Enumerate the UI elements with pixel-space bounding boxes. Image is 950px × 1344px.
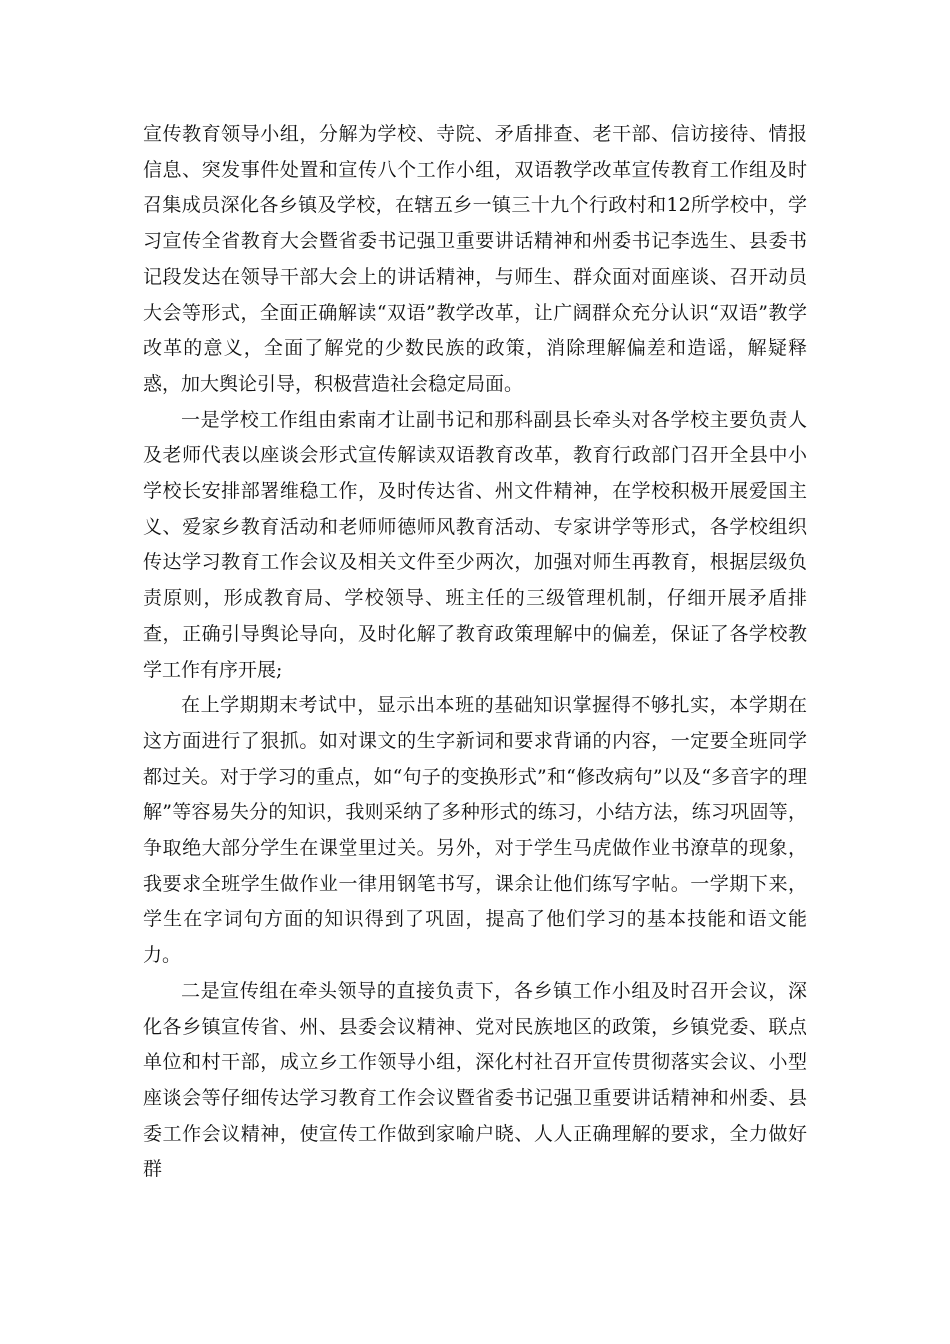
- paragraph-4: 二是宣传组在牵头领导的直接负责下，各乡镇工作小组及时召开会议，深化各乡镇宣传省、州、县委会议精神、党对民族地区的政策，乡镇党委、联点单位和村干部，成立乡工作领导小组，深化村社召开宣传贯彻落实会议、小型座谈会等仔细传达学习教育工作会议暨省委书记强卫重要讲话精神和州委、县委工作会议精神，使宣传工作做到家喻户晓、人人正确理解的要求，全力做好群: [143, 979, 807, 1181]
- paragraph-3: 在上学期期末考试中，显示出本班的基础知识掌握得不够扎实，本学期在这方面进行了狠抓。如对课文的生字新词和要求背诵的内容，一定要全班同学都过关。对于学习的重点，如“句子的变换形式”和“修改病句”以及“多音字的理解”等容易失分的知识，我则采纳了多种形式的练习，小结方法，练习巩固等，争取绝大部分学生在课堂里过关。另外，对于学生马虎做作业书潦草的现象，我要求全班学生做作业一律用钢笔书写，课余让他们练写字帖。一学期下来，学生在字词句方面的知识得到了巩固，提高了他们学习的基本技能和语文能力。: [143, 694, 807, 967]
- document-body: [143, 117, 807, 1188]
- paragraph-2: 一是学校工作组由索南才让副书记和那科副县长牵头对各学校主要负责人及老师代表以座谈会形式宣传解读双语教育改革，教育行政部门召开全县中小学校长安排部署维稳工作，及时传达省、州文件精神，在学校积极开展爱国主义、爱家乡教育活动和老师师德师风教育活动、专家讲学等形式，各学校组织传达学习教育工作会议及相关文件至少两次，加强对师生再教育，根据层级负责原则，形成教育局、学校领导、班主任的三级管理机制，仔细开展矛盾排查，正确引导舆论导向，及时化解了教育政策理解中的偏差，保证了各学校教学工作有序开展;: [143, 408, 807, 681]
- paragraph-1: 宣传教育领导小组，分解为学校、寺院、矛盾排查、老干部、信访接待、情报信息、突发事件处置和宣传八个工作小组，双语教学改革宣传教育工作组及时召集成员深化各乡镇及学校，在辖五乡一镇三十九个行政村和12所学校中，学习宣传全省教育大会暨省委书记强卫重要讲话精神和州委书记李选生、县委书记段发达在领导干部大会上的讲话精神，与师生、群众面对面座谈、召开动员大会等形式，全面正确解读“双语”教学改革，让广阔群众充分认识“双语”教学改革的意义，全面了解党的少数民族的政策，消除理解偏差和造谣，解疑释惑，加大舆论引导，积极营造社会稳定局面。: [143, 123, 807, 395]
